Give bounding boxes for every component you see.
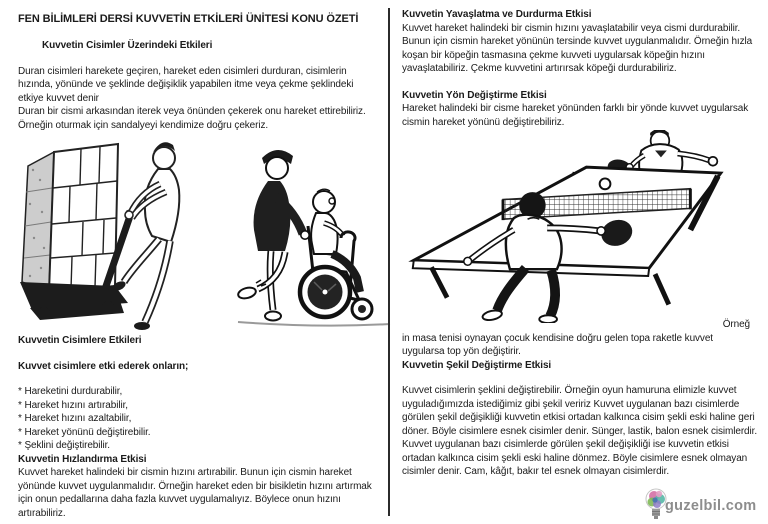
illustrations-row [18, 140, 372, 330]
bullet-speed-up: * Hareket hızını artırabilir, [18, 399, 128, 411]
slowing-paragraph: Kuvvet hareket halindeki bir cismin hızını yavaşlatabilir veya cismi durdurabilir. Bunun için cismin hareket yönünün tersinde kuvvet uygulanmalıdır. Örneğin hızla koşan bir köpeğin tasmasına çekme kuvveti uygularsak köpeğin hızını yavaşlatabiliriz. Çekme kuvvetini artırırsak köpeği durdurabiliriz. [402, 22, 753, 74]
shape-paragraph-1: Kuvvet cisimlerin şeklini değiştirebilir. Örneğin oyun hamuruna elimizle kuvvet uyguladığımızda istediğimiz gibi şekil veririz Kuvvet uygulanan bazı cisimlerde görülen şekil değişikliği kuvvetin etkisi ortadan kalkınca cisim şekli eski haline geri döner. Böyle cisimlere esnek cisimler denir. Sünger, lastik, balon esnek cisimlerdir. [402, 385, 757, 437]
acceleration-paragraph: Kuvvet hareket halindeki bir cismin hızını artırabilir. Bunun için cismin hareket yönünde kuvvet uygulanmalıdır. Örneğin hareket eden bir bisikletin hızını artırmak için onun pedallarına daha fazla kuvvet uygulamalıyız. Böylece onun hızını artırabiliriz. [18, 467, 372, 519]
example-continuation: in masa tenisi oynayan çocuk kendisine doğru gelen topa raketle kuvvet uygularsa top yön değiştirir. [402, 332, 713, 357]
effects-bullet-list [18, 385, 372, 453]
heading-shape: Kuvvetin Şekil Değiştirme Etkisi [402, 359, 552, 371]
page-title: FEN BİLİMLERİ DERSİ KUVVETİN ETKİLERİ ÜNİTESİ KONU ÖZETİ [18, 13, 359, 25]
bullet-slow-down: * Hareket hızını azaltabilir, [18, 413, 132, 424]
right-column [402, 8, 758, 479]
table-tennis-illustration-wrap [402, 130, 758, 323]
effects-lead: Kuvvet cisimlere etki ederek onların; [18, 360, 189, 372]
example-wrap-fragment: Örneğ [722, 319, 750, 330]
watermark [644, 488, 756, 524]
heading-slowing: Kuvvetin Yavaşlatma ve Durdurma Etkisi [402, 9, 592, 20]
pallet-jack-illustration [18, 140, 218, 330]
direction-paragraph: Hareket halindeki bir cisme hareket yönünden farklı bir yönde kuvvet uygularsak cismin hareket yönünü değiştirebiliriz. [402, 103, 749, 128]
heading-effects-list: Kuvvetin Cisimlere Etkileri [18, 335, 142, 346]
wheelchair-illustration [232, 140, 397, 330]
watermark-text: guzelbil.com [665, 498, 757, 514]
shape-paragraph-2: Kuvvet uygulanan bazı cisimlerde görülen şekil değişikliği ise kuvvetin etkisi ortadan kalkınca cisim şekli eski haline dönmez. Böyle cisimlere esnek olmayan cisimler denir. Cam, kâğıt, bakır tel esnek olmayan cisimlerdir. [402, 439, 748, 477]
heading-direction: Kuvvetin Yön Değiştirme Etkisi [402, 89, 547, 101]
bullet-change-shape: * Şeklini değiştirebilir. [18, 440, 110, 451]
bullet-stop: * Hareketini durdurabilir, [18, 386, 123, 397]
column-divider [388, 8, 390, 516]
heading-effects-on-objects: Kuvvetin Cisimler Üzerindeki Etkileri [42, 40, 213, 51]
left-column [18, 8, 372, 520]
intro-paragraph-1: Duran cisimleri harekete geçiren, hareket eden cisimleri durduran, cisimlerin hızında, yönünde ve şeklinde değişiklik yapabilen itme veya çekme şeklindeki etkiye kuvvet denir [18, 65, 354, 104]
table-tennis-illustration [402, 130, 760, 323]
intro-paragraph-2: Duran bir cismi arkasından iterek veya önünden çekerek onu hareket ettirebiliriz. Örneğin oturmak için sandalyeyi kendimize doğru çekeriz. [18, 106, 366, 131]
heading-acceleration: Kuvvetin Hızlandırma Etkisi [18, 453, 147, 465]
bullet-change-direction: * Hareket yönünü değiştirebilir. [18, 426, 151, 438]
watermark-lightbulb-icon [644, 488, 668, 524]
